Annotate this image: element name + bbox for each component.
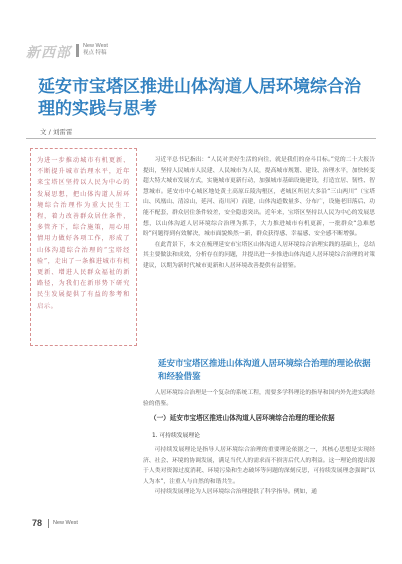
subsubsection-heading: 1. 可持续发展理论 <box>152 433 200 439</box>
masthead-en-line1: New West <box>83 43 108 49</box>
title-divider <box>26 138 376 139</box>
abstract-box <box>30 148 137 346</box>
body-paragraph: 可持续发展理论是指导人居环境综合治理的重要理论依据之一，其核心思想是实现经济、社会、环境的协调发展，满足当代人的需求而不损害后代人的利益。这一理论的提出源于人类对资源过度消耗、环境污染和生态破坏等问题的深刻反思，可持续发展理念强调“以人为本”，注重人与自然的和谐共生。 <box>143 447 375 485</box>
magazine-header <box>26 40 386 62</box>
masthead-logo: 新西部 <box>26 45 71 61</box>
article-title: 延安市宝塔区推进山体沟道人居环境综合治理的实践与思考 <box>38 77 361 119</box>
subsection-body <box>143 445 375 498</box>
section-heading: 延安市宝塔区推进山体沟道人居环境综合治理的理论依据和经验借鉴 <box>158 359 371 382</box>
footer-divider <box>48 519 49 528</box>
article-body <box>143 155 375 272</box>
page-footer <box>32 518 152 530</box>
body-paragraph: 人居环境综合治理是一个复杂的系统工程，需要多学科理论的指导和国内外先进实践经验的借鉴。 <box>143 390 375 407</box>
abstract-text: 为进一步推动城市有机更新、不断提升城市治理水平，近年来宝塔区坚持以人民为中心的发展思想，把山体沟道人居环境综合治理作为重大民生工程，着力改善群众居住条件，多管齐下，综合施策，用心用情用力做好各项工作，形成了山体沟道综合治理的“宝塔经验”，走出了一条推进城市有机更新、增进人民群众福祉的新路径，为我们在新形势下研究民生发展提供了有益的参考和启示。 <box>37 157 130 310</box>
masthead-en-line2: 视点 特稿 <box>83 49 107 56</box>
body-paragraph: 在此背景下，本文在梳理延安市宝塔区山体沟道人居环境综合治理实践的基础上，总结其主要做法和成效，分析存在的问题，并提出进一步推进山体沟道人居环境综合治理的对策建议，以期为新时代城市更新和人居环境改善提供有益借鉴。 <box>143 241 375 269</box>
footer-magazine-name: New West <box>53 520 78 526</box>
body-paragraph: 可持续发展理论为人居环境综合治理提供了科学指导。例如，通 <box>154 489 317 496</box>
article-author: 文 / 刘雷雷 <box>40 128 73 136</box>
masthead-subtitle <box>83 43 108 56</box>
subsection-heading: （一）延安市宝塔区推进山体沟道人居环境综合治理的理论依据 <box>150 414 335 422</box>
body-paragraph: 习近平总书记指出：“人民对美好生活的向往，就是我们的奋斗目标。”党的二十大报告提出，坚持人民城市人民建、人民城市为人民，提高城市规划、建设、治理水平，加快转变超大特大城市发展方式，实施城市更新行动，加强城市基础设施建设，打造宜居、韧性、智慧城市。延安市中心城区地处黄土高原丘陵沟壑区，老城区所居大多沿“三山两川”（宝塔山、凤凰山、清凉山，延河、南川河）而建，山体沟道数量多、分布广，设施老旧落后、功能不配套，群众居住条件较差，安全隐患突出。近年来，宝塔区坚持以人民为中心的发展思想，以山体沟道人居环境综合治理为抓手，大力推进城市有机更新，一批群众“急难愁盼”问题得到有效解决，城市面貌焕然一新，群众获得感、幸福感、安全感不断增强。 <box>143 157 375 238</box>
page-number: 78 <box>32 518 43 528</box>
masthead-divider <box>76 44 79 57</box>
section-intro <box>143 388 375 409</box>
